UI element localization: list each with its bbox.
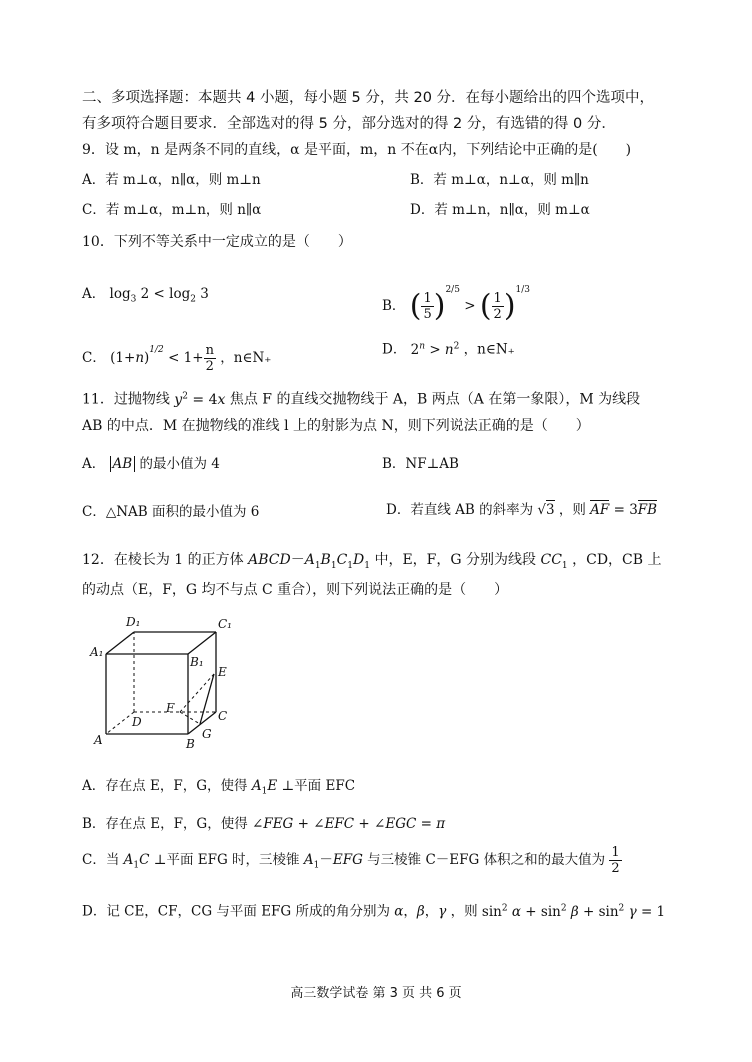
q12-stem-line2: 的动点（E，F，G 均不与点 C 重合），则下列说法正确的是（ ） <box>82 582 509 598</box>
q12-option-d-mid: ，则 <box>450 903 478 920</box>
segment-f-g <box>180 712 200 724</box>
q10-option-b-expr: ( $\frac{1}{5}$ )$^{2/5}$ > ( $\frac{1}{2}$ )$^{1/3}$ <box>409 285 531 324</box>
q12-option-c-line: $A_1C$ <box>123 852 150 871</box>
label-b1: B₁ <box>190 655 204 669</box>
q9-option-b: B．若 m⊥α，n⊥α，则 m∥n <box>410 172 589 188</box>
q11-stem <box>82 386 640 410</box>
q9-option-d: D．若 m⊥n，n∥α，则 m⊥α <box>410 202 590 218</box>
label-d: D <box>132 715 142 729</box>
label-e: E <box>218 665 227 679</box>
edge-a1-d1 <box>106 632 134 654</box>
q10-option-a-expr: $\log_3 2 < \log_2 3$ <box>109 286 209 305</box>
q10-option-c-tail: ，n∈N₊ <box>220 350 272 366</box>
q12-option-c-pyramid: $A_1-EFG$ <box>303 852 363 871</box>
q12-option-d <box>82 898 665 922</box>
q10-option-d-label: D． <box>382 341 407 358</box>
q12-option-d-expr: $\sin^2 \alpha + \sin^2 \beta + \sin^2 \gamma = 1$ <box>481 903 666 920</box>
q11-option-a-text: 的最小值为 4 <box>139 456 220 472</box>
q11-stem-line2: AB 的中点．M 在抛物线的准线 l 上的射影为点 N，则下列说法正确的是（ ） <box>82 418 590 434</box>
q11-option-d-sqrt: √3 <box>537 502 555 518</box>
q10-option-b <box>382 270 530 326</box>
q11-option-a-abs: AB <box>110 456 136 472</box>
q10-option-d-tail: ，n∈N₊ <box>463 341 515 358</box>
q12-segment-cc1: $CC_1$ <box>540 552 568 571</box>
q10-option-c-expr: $(1+n)^{1/2} < 1+$ $\frac{n}{2}$ <box>110 343 214 374</box>
label-a: A <box>94 733 103 747</box>
section-heading: 二、多项选择题：本题共 4 小题，每小题 5 分，共 20 分．在每小题给出的四个选项中， <box>82 90 655 106</box>
q11-option-d <box>386 500 657 520</box>
q12-stem <box>82 550 662 576</box>
q12-option-b-expr: ∠FEG + ∠EFC + ∠EGC = π <box>252 816 446 832</box>
q11-stem-pre: 11．过抛物线 <box>82 391 170 408</box>
page-footer: 高三数学试卷 第 3 页 共 6 页 <box>290 986 462 1001</box>
q11-option-d-pre: D．若直线 AB 的斜率为 <box>386 502 534 518</box>
q11-option-a <box>82 454 220 474</box>
q12-stem-mid: 中，E，F，G 分别为线段 <box>374 552 537 568</box>
q9-option-a: A．若 m⊥α，n∥α，则 m⊥n <box>82 172 261 188</box>
q12-option-c-mid2: 与三棱锥 C－EFG 体积之和的最大值为 <box>367 852 606 868</box>
label-d1: D₁ <box>126 615 141 629</box>
q10-option-b-label: B． <box>382 298 406 314</box>
edge-d-a <box>106 712 134 734</box>
q9-stem: 9．设 m，n 是两条不同的直线，α 是平面，m，n 不在α内，下列结论中正确的是( ) <box>82 142 632 158</box>
q11-option-d-vec-eq: AF = 3FB <box>590 502 658 518</box>
q12-option-d-pre: D．记 CE，CF，CG 与平面 EFG 所成的角分别为 <box>82 903 390 920</box>
q12-option-a-text: A．存在点 E，F，G，使得 <box>82 778 248 794</box>
q12-option-c-pre: C．当 <box>82 852 120 868</box>
q12-option-b <box>82 814 445 834</box>
q10-option-d <box>382 336 515 360</box>
q11-option-d-mid: ，则 <box>558 502 586 518</box>
label-c1: C₁ <box>218 617 232 631</box>
q12-option-c-mid: ⊥平面 EFG 时，三棱锥 <box>153 852 300 868</box>
edge-b1-c1 <box>188 632 216 654</box>
q10-option-a-label: A． <box>82 286 106 302</box>
section-heading-line2: 有多项符合题目要求．全部选对的得 5 分，部分选对的得 2 分，有选错的得 0 分． <box>82 116 616 132</box>
q12-option-c-value: $\frac{1}{2}$ <box>611 845 620 876</box>
q12-option-d-angles: α，β，γ <box>394 903 447 920</box>
cube-figure <box>86 612 246 752</box>
label-c: C <box>218 709 228 723</box>
q12-option-c <box>82 840 622 886</box>
label-b: B <box>186 737 195 751</box>
q12-option-a-tail: ⊥平面 EFC <box>281 778 356 794</box>
q10-stem: 10．下列不等关系中一定成立的是（ ） <box>82 234 352 250</box>
q11-parabola-eq: $y^2 = 4x$ <box>174 391 226 408</box>
q11-option-c: C．△NAB 面积的最小值为 6 <box>82 504 260 520</box>
label-f: F <box>166 701 175 715</box>
label-a1: A₁ <box>90 645 104 659</box>
q12-option-a-expr: $A_1E$ <box>251 778 278 797</box>
q11-option-b: B．NF⊥AB <box>382 456 459 472</box>
q10-option-a <box>82 284 209 310</box>
q9-option-c: C．若 m⊥α，m⊥n，则 n∥α <box>82 202 262 218</box>
label-g: G <box>202 727 212 741</box>
q11-stem-post: 焦点 F 的直线交抛物线于 A，B 两点（A 在第一象限），M 为线段 <box>229 391 641 408</box>
q12-option-a <box>82 776 355 802</box>
q11-option-a-label: A． <box>82 456 106 472</box>
q10-option-c-label: C． <box>82 350 106 366</box>
segment-e-g <box>200 674 214 724</box>
q12-stem-cd: ，CD，CB 上 <box>572 552 662 568</box>
q10-option-d-expr: $2^n > n^2$ <box>410 341 460 358</box>
q12-option-b-text: B．存在点 E，F，G，使得 <box>82 816 248 832</box>
q12-stem-pre: 12．在棱长为 1 的正方体 <box>82 552 244 568</box>
q10-option-c <box>82 330 271 378</box>
q12-cube-name: $ABCD-A_1B_1C_1D_1$ <box>248 552 370 571</box>
